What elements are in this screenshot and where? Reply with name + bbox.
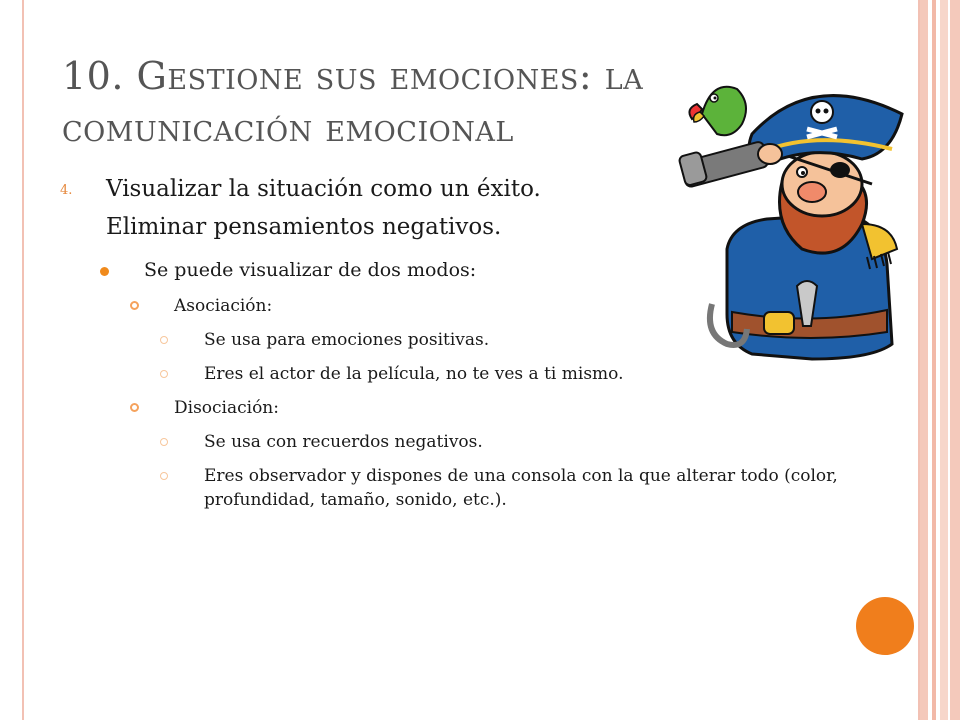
title-line-1: 10. Gestione sus emociones: la bbox=[62, 54, 644, 98]
small-ring-bullet-icon bbox=[160, 438, 168, 446]
title-line-2: comunicación emocional bbox=[62, 106, 514, 150]
right-decorative-stripes bbox=[920, 0, 960, 720]
asociacion-point-2: Eres el actor de la película, no te ves a ti mismo. bbox=[204, 364, 624, 384]
small-ring-bullet-icon bbox=[160, 370, 168, 378]
bullet-disociacion-point bbox=[60, 464, 840, 512]
pirate-with-parrot-icon bbox=[672, 74, 912, 374]
asociacion-point-1: Se usa para emociones positivas. bbox=[204, 330, 490, 350]
bullet-disociacion-point bbox=[60, 430, 840, 454]
disociacion-label: Disociación: bbox=[174, 398, 279, 418]
item-line-2: Eliminar pensamientos negativos. bbox=[106, 214, 502, 240]
ring-bullet-icon bbox=[130, 403, 139, 412]
small-ring-bullet-icon bbox=[160, 336, 168, 344]
item-line-1: Visualizar la situación como un éxito. bbox=[106, 176, 541, 202]
bullet-disociacion bbox=[60, 396, 840, 420]
small-ring-bullet-icon bbox=[160, 472, 168, 480]
disociacion-point-1: Se usa con recuerdos negativos. bbox=[204, 432, 483, 452]
item-number: 4. bbox=[60, 183, 73, 198]
slide-title bbox=[62, 50, 702, 154]
disociacion-point-2: Eres observador y dispones de una consola con la que alterar todo (color, profundidad, tamaño, sonido, etc.). bbox=[204, 466, 838, 510]
filled-bullet-icon bbox=[100, 267, 109, 276]
level-2-text: Se puede visualizar de dos modos: bbox=[144, 259, 477, 281]
asociacion-label: Asociación: bbox=[174, 296, 273, 316]
orange-circle-decoration bbox=[856, 597, 914, 655]
ring-bullet-icon bbox=[130, 301, 139, 310]
